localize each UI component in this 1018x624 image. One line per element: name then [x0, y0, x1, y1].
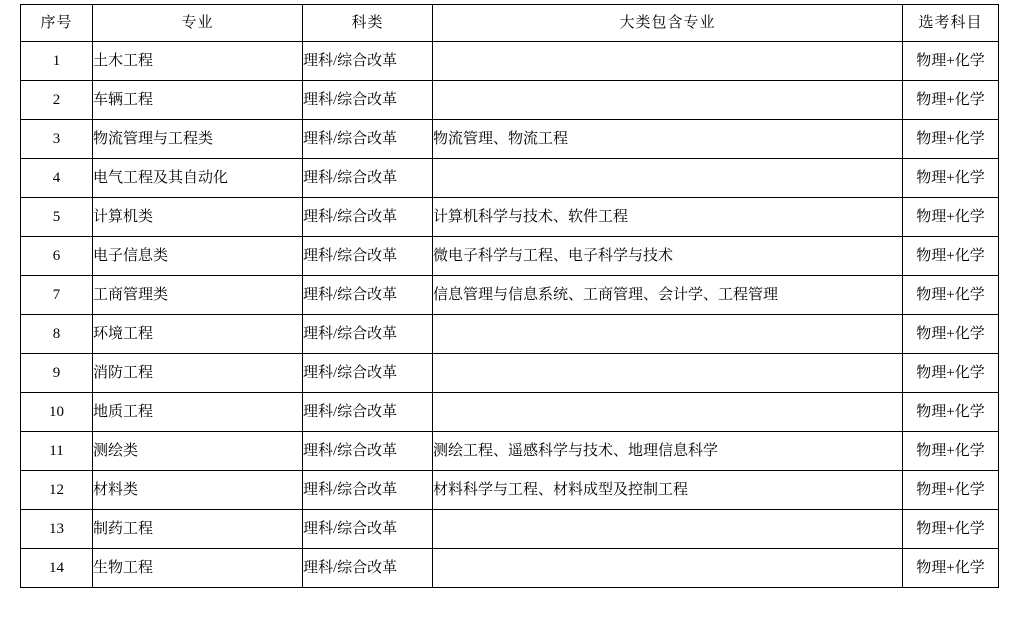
cell-elective: 物理+化学: [903, 81, 999, 120]
cell-elective: 物理+化学: [903, 276, 999, 315]
cell-included: 物流管理、物流工程: [433, 120, 903, 159]
column-header-included: 大类包含专业: [433, 5, 903, 42]
cell-seq: 14: [21, 549, 93, 588]
cell-category: 理科/综合改革: [303, 432, 433, 471]
table-row: [21, 315, 999, 354]
cell-major: 地质工程: [93, 393, 303, 432]
column-header-seq: 序号: [21, 5, 93, 42]
cell-included: [433, 510, 903, 549]
cell-seq: 4: [21, 159, 93, 198]
table-row: [21, 42, 999, 81]
cell-major: 制药工程: [93, 510, 303, 549]
table-row: [21, 120, 999, 159]
cell-category: 理科/综合改革: [303, 549, 433, 588]
cell-major: 土木工程: [93, 42, 303, 81]
cell-elective: 物理+化学: [903, 393, 999, 432]
table-row: [21, 393, 999, 432]
cell-category: 理科/综合改革: [303, 198, 433, 237]
cell-included: [433, 354, 903, 393]
cell-category: 理科/综合改革: [303, 159, 433, 198]
cell-elective: 物理+化学: [903, 549, 999, 588]
cell-seq: 3: [21, 120, 93, 159]
cell-seq: 1: [21, 42, 93, 81]
column-header-category: 科类: [303, 5, 433, 42]
table-row: [21, 471, 999, 510]
cell-major: 计算机类: [93, 198, 303, 237]
table-body: [21, 42, 999, 588]
column-header-major: 专业: [93, 5, 303, 42]
cell-included: [433, 159, 903, 198]
table-row: [21, 354, 999, 393]
cell-major: 电气工程及其自动化: [93, 159, 303, 198]
cell-category: 理科/综合改革: [303, 510, 433, 549]
cell-elective: 物理+化学: [903, 471, 999, 510]
cell-major: 材料类: [93, 471, 303, 510]
cell-included: [433, 315, 903, 354]
cell-elective: 物理+化学: [903, 42, 999, 81]
cell-major: 测绘类: [93, 432, 303, 471]
cell-included: 微电子科学与工程、电子科学与技术: [433, 237, 903, 276]
cell-elective: 物理+化学: [903, 198, 999, 237]
cell-major: 物流管理与工程类: [93, 120, 303, 159]
cell-major: 环境工程: [93, 315, 303, 354]
table-row: [21, 276, 999, 315]
cell-seq: 10: [21, 393, 93, 432]
cell-category: 理科/综合改革: [303, 81, 433, 120]
cell-seq: 11: [21, 432, 93, 471]
cell-category: 理科/综合改革: [303, 315, 433, 354]
majors-table: [20, 4, 999, 588]
table-row: [21, 237, 999, 276]
cell-category: 理科/综合改革: [303, 42, 433, 81]
cell-seq: 8: [21, 315, 93, 354]
table-row: [21, 198, 999, 237]
cell-category: 理科/综合改革: [303, 393, 433, 432]
column-header-elective: 选考科目: [903, 5, 999, 42]
cell-seq: 9: [21, 354, 93, 393]
cell-seq: 6: [21, 237, 93, 276]
cell-included: [433, 393, 903, 432]
cell-elective: 物理+化学: [903, 120, 999, 159]
cell-major: 工商管理类: [93, 276, 303, 315]
cell-seq: 12: [21, 471, 93, 510]
cell-included: [433, 42, 903, 81]
cell-included: [433, 549, 903, 588]
cell-included: 信息管理与信息系统、工商管理、会计学、工程管理: [433, 276, 903, 315]
table-row: [21, 432, 999, 471]
cell-seq: 5: [21, 198, 93, 237]
cell-category: 理科/综合改革: [303, 276, 433, 315]
document-page: [0, 4, 1018, 624]
cell-included: [433, 81, 903, 120]
cell-category: 理科/综合改革: [303, 471, 433, 510]
cell-category: 理科/综合改革: [303, 237, 433, 276]
table-row: [21, 510, 999, 549]
table-header-row: [21, 5, 999, 42]
cell-seq: 13: [21, 510, 93, 549]
cell-category: 理科/综合改革: [303, 354, 433, 393]
cell-elective: 物理+化学: [903, 354, 999, 393]
cell-elective: 物理+化学: [903, 315, 999, 354]
cell-elective: 物理+化学: [903, 432, 999, 471]
cell-seq: 7: [21, 276, 93, 315]
cell-major: 电子信息类: [93, 237, 303, 276]
cell-elective: 物理+化学: [903, 510, 999, 549]
table-row: [21, 549, 999, 588]
cell-included: 计算机科学与技术、软件工程: [433, 198, 903, 237]
cell-included: 测绘工程、遥感科学与技术、地理信息科学: [433, 432, 903, 471]
cell-elective: 物理+化学: [903, 159, 999, 198]
table-row: [21, 159, 999, 198]
cell-category: 理科/综合改革: [303, 120, 433, 159]
cell-elective: 物理+化学: [903, 237, 999, 276]
cell-included: 材料科学与工程、材料成型及控制工程: [433, 471, 903, 510]
cell-major: 生物工程: [93, 549, 303, 588]
table-row: [21, 81, 999, 120]
cell-seq: 2: [21, 81, 93, 120]
cell-major: 消防工程: [93, 354, 303, 393]
cell-major: 车辆工程: [93, 81, 303, 120]
table-header: [21, 5, 999, 42]
